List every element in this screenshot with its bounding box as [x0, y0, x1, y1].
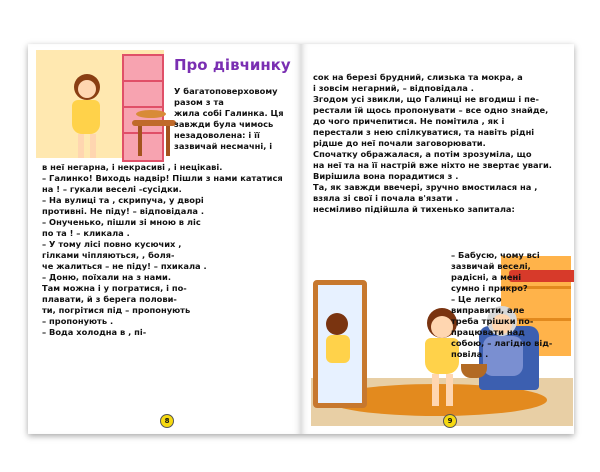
- text-line: взяла зі свої і почала в'язати .: [313, 193, 459, 203]
- girl-dress: [72, 100, 100, 134]
- text-line: – Онученько, пішли зі мною в ліс: [42, 217, 201, 227]
- text-line: рестали їй щось пропонувати – все одно знайде,: [313, 105, 549, 115]
- text-line: по та ! – кликала .: [42, 228, 130, 238]
- left-intro-text: [174, 86, 284, 152]
- right-body-text: [313, 72, 552, 215]
- standing-mirror: [313, 280, 367, 408]
- page-number-left: 8: [160, 414, 174, 428]
- dialog-line: собою, – лагідно від-: [451, 338, 553, 348]
- text-line: ти, погрітися під – пропонують: [42, 305, 191, 315]
- text-line: Згодом усі звикли, що Галинці не вгодиш і пе-: [313, 94, 539, 104]
- dialog-line: сумно і прикро?: [451, 283, 528, 293]
- dialog-line: працювати над: [451, 327, 525, 337]
- text-line: – пропонують .: [42, 316, 114, 326]
- text-line: на неї та на її настрій вже ніхто не звертає уваги.: [313, 160, 552, 170]
- text-line: – Галинко! Виходь надвір! Пішли з нами кататися: [42, 173, 283, 183]
- text-line: – Доню, поїхали на з нами.: [42, 272, 171, 282]
- girl-leg: [432, 374, 439, 406]
- text-line: – У тому лісі повно кусючих ,: [42, 239, 182, 249]
- pastry-tray: [136, 110, 166, 118]
- text-line: завжди була чимось: [174, 119, 274, 129]
- dialog-line: – Бабусю, чому всі: [451, 250, 540, 260]
- table-leg: [138, 126, 142, 156]
- dialog-line: виправити, але: [451, 305, 525, 315]
- story-title: Про дівчинку: [174, 56, 291, 74]
- left-body-text: [42, 162, 283, 338]
- kitchen-illustration: [36, 50, 164, 158]
- text-line: противні. Не піду! – відповідала .: [42, 206, 205, 216]
- reflection-dress: [326, 335, 350, 363]
- text-line: плавати, й з берега полови-: [42, 294, 177, 304]
- text-line: че жалиться – не піду! – пхикала .: [42, 261, 207, 271]
- text-line: зазвичай несмачні, і: [174, 141, 273, 151]
- girl-leg: [90, 134, 96, 158]
- text-line: – На вулиці та , скрипуча, у дворі: [42, 195, 204, 205]
- dialog-line: повіла .: [451, 349, 489, 359]
- girl-face: [78, 80, 96, 98]
- text-line: разом з та: [174, 97, 224, 107]
- text-line: жила собі Галинка. Ця: [174, 108, 284, 118]
- text-line: незадоволена: і її: [174, 130, 260, 140]
- page-number-right: 9: [443, 414, 457, 428]
- pink-shelf: [122, 54, 164, 162]
- text-line: в неї негарна, і некрасиві , і нецікаві.: [42, 162, 223, 172]
- text-line: перестали з нею спілкуватися, та навіть рідні: [313, 127, 535, 137]
- girl-leg: [446, 374, 453, 406]
- dialog-line: зазвичай веселі,: [451, 261, 531, 271]
- open-book: [28, 44, 574, 434]
- dialog-line: треба трішки по-: [451, 316, 534, 326]
- text-line: Вирішила вона порадитися з .: [313, 171, 459, 181]
- text-line: гілками чіпляються, , боля-: [42, 250, 175, 260]
- text-line: до чого причепитися. Не помітила , як і: [313, 116, 505, 126]
- right-page: [301, 44, 574, 434]
- left-page: [28, 44, 301, 434]
- yarn-basket: [461, 364, 487, 378]
- text-line: сок на березі брудний, слизька та мокра, а: [313, 72, 523, 82]
- text-line: Там можна і у погратися, і по-: [42, 283, 187, 293]
- dialog-line: радісні, а мені: [451, 272, 522, 282]
- text-line: і зовсім негарний, – відповідала .: [313, 83, 474, 93]
- text-line: Спочатку ображалася, а потім зрозуміла, що: [313, 149, 532, 159]
- dialog-line: – Це легко: [451, 294, 502, 304]
- text-line: несміливо підійшла й тихенько запитала:: [313, 204, 515, 214]
- text-line: – Вода холодна в , пі-: [42, 327, 147, 337]
- reflection-hair: [326, 313, 348, 335]
- girl-leg: [78, 134, 84, 158]
- text-line: рідше до неї почали заговорювати.: [313, 138, 486, 148]
- text-line: У багатоповерховому: [174, 86, 278, 96]
- text-line: на ! – гукали веселі -сусідки.: [42, 184, 182, 194]
- dialog-text: [451, 250, 552, 360]
- table-leg: [166, 126, 170, 156]
- girl-face: [431, 316, 453, 338]
- text-line: Та, як завжди ввечері, зручно вмостилася на ,: [313, 182, 538, 192]
